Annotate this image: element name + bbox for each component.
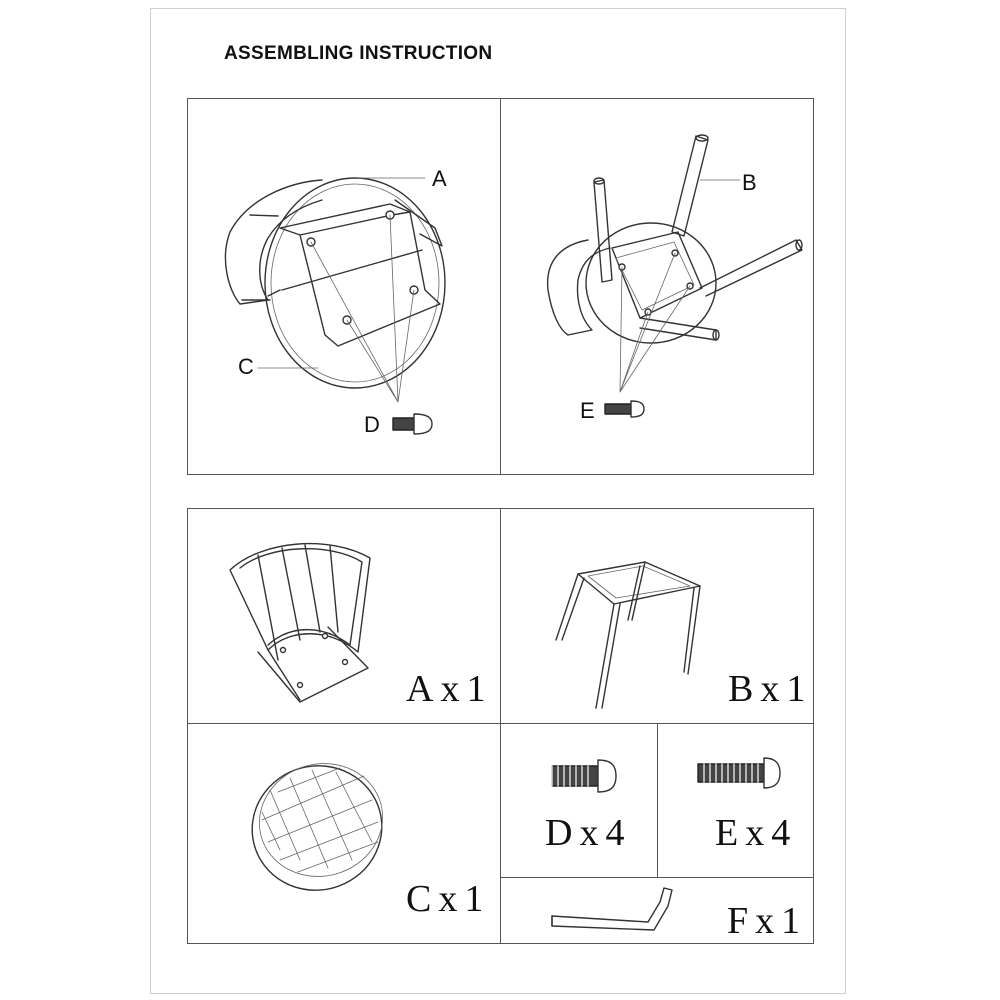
part-a-backrest (230, 544, 370, 702)
callout-d: D (364, 412, 380, 437)
page-title: ASSEMBLING INSTRUCTION (224, 43, 493, 64)
part-b-quantity: Bx1 (728, 668, 813, 710)
part-a-quantity: Ax1 (406, 668, 493, 710)
callout-b: B (742, 170, 757, 195)
step2-legs-drawing (548, 135, 802, 392)
part-d-screw (552, 760, 616, 792)
step1-seat-drawing (225, 178, 445, 402)
part-e-screw (698, 758, 780, 788)
part-e-quantity: Ex4 (715, 812, 798, 854)
part-c-quantity: Cx1 (406, 878, 491, 920)
part-b-legs (556, 562, 700, 708)
part-d-quantity: Dx4 (545, 812, 632, 854)
callout-c: C (238, 354, 254, 379)
callout-a: A (432, 166, 447, 191)
screw-d-step1 (393, 414, 432, 434)
part-f-quantity: Fx1 (727, 900, 808, 942)
screw-e-step2 (605, 401, 644, 417)
callout-e: E (580, 398, 595, 423)
part-f-hex-key (552, 888, 672, 930)
part-c-seat (238, 750, 396, 905)
